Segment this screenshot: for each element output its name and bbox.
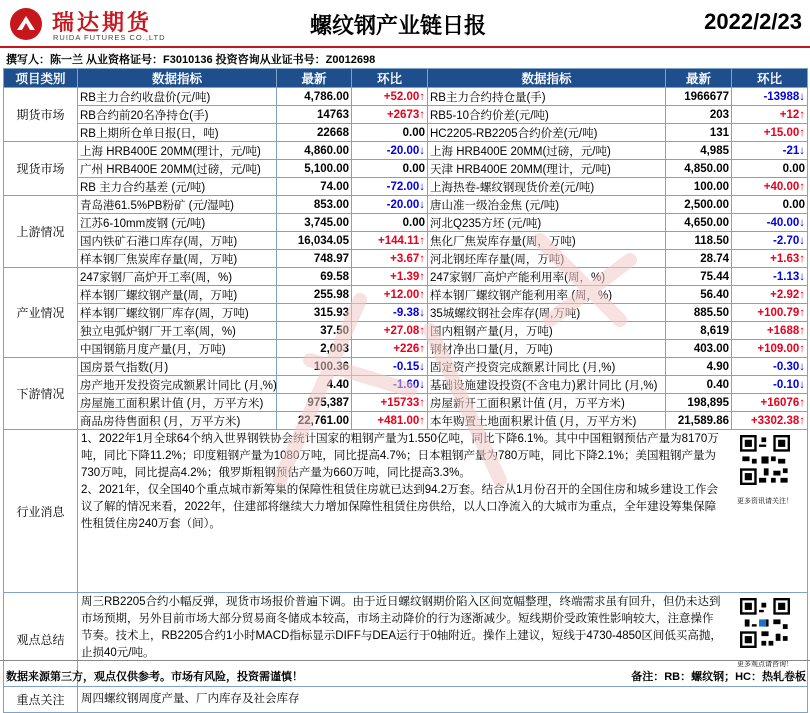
- change-value: +144.11↑: [352, 232, 428, 250]
- view-qr-block: [726, 598, 804, 673]
- category-cell: 期货市场: [4, 88, 78, 142]
- latest-value: 118.50: [666, 232, 732, 250]
- table-row: [4, 142, 808, 160]
- indicator-name: 国内粗钢产量(月，万吨): [428, 322, 666, 340]
- change-value: +27.08↑: [352, 322, 428, 340]
- indicator-name: 247家钢厂高炉开工率(周，%): [78, 268, 277, 286]
- indicator-name: 河北Q235方坯 (元/吨): [428, 214, 666, 232]
- table-row: [4, 232, 808, 250]
- latest-value: 75.44: [666, 268, 732, 286]
- table-row: [4, 358, 808, 376]
- change-value: 0.00: [352, 124, 428, 142]
- latest-value: 69.58: [277, 268, 352, 286]
- indicator-name: 房屋施工面积累计值 (月，万平方米): [78, 394, 277, 412]
- change-value: -20.00↓: [352, 196, 428, 214]
- indicator-name: 上海热卷-螺纹钢现货价差(元/吨): [428, 178, 666, 196]
- change-value: -9.38↓: [352, 304, 428, 322]
- indicator-name: RB主力合约持仓量(手): [428, 88, 666, 106]
- focus-row: [4, 687, 808, 713]
- change-value: -21↓: [732, 142, 808, 160]
- indicator-name: 样本钢厂焦炭库存量(周，万吨): [78, 250, 277, 268]
- table-row: [4, 340, 808, 358]
- latest-value: 74.00: [277, 178, 352, 196]
- indicator-name: 上海 HRB400E 20MM(过磅，元/吨): [428, 142, 666, 160]
- view-category: 观点总结: [4, 593, 78, 687]
- change-value: -0.10↓: [732, 376, 808, 394]
- latest-value: 22668: [277, 124, 352, 142]
- data-table-body: [4, 88, 808, 430]
- change-value: -13988↓: [732, 88, 808, 106]
- change-value: +15.00↑: [732, 124, 808, 142]
- change-value: +226↑: [352, 340, 428, 358]
- indicator-name: RB合约前20名净持仓(手): [78, 106, 277, 124]
- latest-value: 4,650.00: [666, 214, 732, 232]
- focus-text: 周四螺纹钢周度产量、厂内库存及社会库存: [78, 687, 808, 713]
- report-header: [0, 0, 810, 48]
- table-row: [4, 250, 808, 268]
- latest-value: 198,895: [666, 394, 732, 412]
- latest-value: 315.93: [277, 304, 352, 322]
- indicator-name: 基础设施建设投资(不含电力)累计同比 (月,%): [428, 376, 666, 394]
- news-row: [4, 430, 808, 593]
- latest-value: 748.97: [277, 250, 352, 268]
- latest-value: 4.40: [277, 376, 352, 394]
- change-value: -20.00↓: [352, 142, 428, 160]
- change-value: -72.00↓: [352, 178, 428, 196]
- change-value: 0.00: [732, 196, 808, 214]
- indicator-name: 青岛港61.5%PB粉矿 (元/湿吨): [78, 196, 277, 214]
- indicator-name: 天津 HRB400E 20MM(理计，元/吨): [428, 160, 666, 178]
- change-value: -2.70↓: [732, 232, 808, 250]
- latest-value: 403.00: [666, 340, 732, 358]
- indicator-name: RB 主力合约基差 (元/吨): [78, 178, 277, 196]
- table-row: [4, 106, 808, 124]
- latest-value: 100.36: [277, 358, 352, 376]
- report-title: 螺纹钢产业链日报: [310, 14, 487, 39]
- latest-value: 14763: [277, 106, 352, 124]
- change-value: -0.30↓: [732, 358, 808, 376]
- indicator-name: RB5-10合约价差(元/吨): [428, 106, 666, 124]
- category-cell: 现货市场: [4, 142, 78, 196]
- header-change-right: 环比: [732, 69, 808, 88]
- change-value: +16076↑: [732, 394, 808, 412]
- latest-value: 28.74: [666, 250, 732, 268]
- change-value: 0.00: [352, 160, 428, 178]
- view-text: 周三RB2205合约小幅反弹，现货市场报价普遍下调。由于近日螺纹钢期价陷入区间宽幅整理，终端需求虽有回升，但仍未达到市场预期，另外目前市场大部分贸易商冬储成本较高，市场主动降价的行为逐渐减少。短线期价受政策性影响较大，注意操作节奏。技术上，RB2205合约1小时MACD指标显示DIFF与DEA运行于0轴附近。操作上建议，短线于4730-4850区间低买高抛，止损40元/吨。: [81, 596, 722, 659]
- table-row: [4, 304, 808, 322]
- change-value: +2673↑: [352, 106, 428, 124]
- table-row: [4, 412, 808, 430]
- table-row: [4, 178, 808, 196]
- latest-value: 2,500.00: [666, 196, 732, 214]
- indicator-name: 房产地开发投资完成额累计同比 (月,%): [78, 376, 277, 394]
- table-row: [4, 196, 808, 214]
- latest-value: 853.00: [277, 196, 352, 214]
- change-value: +3302.38↑: [732, 412, 808, 430]
- change-value: +12↑: [732, 106, 808, 124]
- data-table: [3, 68, 808, 713]
- latest-value: 885.50: [666, 304, 732, 322]
- indicator-name: 房屋新开工面积累计值 (月，万平方米): [428, 394, 666, 412]
- focus-category: 重点关注: [4, 687, 78, 713]
- footer-divider: [0, 660, 810, 661]
- indicator-name: 国内铁矿石港口库存(周，万吨): [78, 232, 277, 250]
- logo-text: 瑞达期货: [52, 11, 153, 36]
- news-qr-block: [726, 435, 804, 510]
- latest-value: 5,100.00: [277, 160, 352, 178]
- indicator-name: 247家钢厂高炉产能利用率(周，%): [428, 268, 666, 286]
- indicator-name: 唐山准一级冶金焦 (元/吨): [428, 196, 666, 214]
- table-header-row: [4, 69, 808, 88]
- change-value: +3.67↑: [352, 250, 428, 268]
- latest-value: 4.90: [666, 358, 732, 376]
- header-latest-right: 最新: [666, 69, 732, 88]
- indicator-name: 样本钢厂螺纹钢厂库存(周，万吨): [78, 304, 277, 322]
- change-value: +100.79↑: [732, 304, 808, 322]
- change-value: -0.15↓: [352, 358, 428, 376]
- report-date: 2022/2/23: [704, 9, 802, 34]
- change-value: +40.00↑: [732, 178, 808, 196]
- latest-value: 56.40: [666, 286, 732, 304]
- footnote: 备注：RB：螺纹钢；HC：热轧卷板: [631, 671, 806, 683]
- change-value: +1.39↑: [352, 268, 428, 286]
- table-row: [4, 160, 808, 178]
- news-paragraph-2: 2、2021年，仅全国40个重点城市新筹集的保障性租赁住房就已达到94.2万套。结合从1月份召开的全国住房和城乡建设工作会议了解的情况来看，2022年，住建部将继续大力增加保障性租赁住房供给，以人口净流入的大城市为重点，全年建设筹集保障性租赁住房240万套（间）。: [81, 484, 719, 530]
- change-value: 0.00: [732, 160, 808, 178]
- latest-value: 255.98: [277, 286, 352, 304]
- latest-value: 203: [666, 106, 732, 124]
- indicator-name: 河北钢坯库存量(周，万吨): [428, 250, 666, 268]
- indicator-name: 样本钢厂螺纹钢产能利用率 (周，%): [428, 286, 666, 304]
- indicator-name: 固定资产投资完成额累计同比 (月,%): [428, 358, 666, 376]
- table-row: [4, 322, 808, 340]
- qr-caption: 更多观点请咨询！: [737, 661, 793, 668]
- category-cell: 产业情况: [4, 268, 78, 358]
- latest-value: 3,745.00: [277, 214, 352, 232]
- header-latest: 最新: [277, 69, 352, 88]
- logo-subtext: RUIDA FUTURES CO.,LTD: [53, 33, 166, 42]
- table-row: [4, 286, 808, 304]
- latest-value: 4,985: [666, 142, 732, 160]
- table-row: [4, 214, 808, 232]
- latest-value: 37.50: [277, 322, 352, 340]
- change-value: +15733↑: [352, 394, 428, 412]
- indicator-name: HC2205-RB2205合约价差(元/吨): [428, 124, 666, 142]
- latest-value: 0.40: [666, 376, 732, 394]
- latest-value: 4,850.00: [666, 160, 732, 178]
- news-cell: [78, 430, 808, 593]
- latest-value: 4,786.00: [277, 88, 352, 106]
- indicator-name: 中国钢筋月度产量(月，万吨): [78, 340, 277, 358]
- table-row: [4, 376, 808, 394]
- table-row: [4, 124, 808, 142]
- qr-code-icon: [740, 598, 790, 648]
- latest-value: 22,761.00: [277, 412, 352, 430]
- change-value: +1.63↑: [732, 250, 808, 268]
- header-category: 项目类别: [4, 69, 78, 88]
- qr-code-icon: [740, 435, 790, 485]
- latest-value: 16,034.05: [277, 232, 352, 250]
- latest-value: 131: [666, 124, 732, 142]
- news-category: 行业消息: [4, 430, 78, 593]
- latest-value: 8,619: [666, 322, 732, 340]
- qr-caption: 更多资讯请关注！: [737, 498, 793, 505]
- header-divider: [0, 46, 810, 48]
- change-value: +1688↑: [732, 322, 808, 340]
- change-value: +12.00↑: [352, 286, 428, 304]
- header-change: 环比: [352, 69, 428, 88]
- change-value: +52.00↑: [352, 88, 428, 106]
- change-value: +109.00↑: [732, 340, 808, 358]
- indicator-name: 焦化厂焦炭库存量(周，万吨): [428, 232, 666, 250]
- latest-value: 100.00: [666, 178, 732, 196]
- author-line: 撰写人：陈一兰 从业资格证号：F3010136 投资咨询从业证书号：Z0012698: [6, 54, 376, 66]
- indicator-name: 国房景气指数(月): [78, 358, 277, 376]
- change-value: 0.00: [352, 214, 428, 232]
- latest-value: 975,387: [277, 394, 352, 412]
- indicator-name: 样本钢厂螺纹钢产量(周，万吨): [78, 286, 277, 304]
- header-indicator: 数据指标: [78, 69, 277, 88]
- category-cell: 上游情况: [4, 196, 78, 268]
- disclaimer: 数据来源第三方，观点仅供参考。市场有风险，投资需谨慎！: [6, 671, 303, 683]
- indicator-name: 独立电弧炉钢厂开工率(周，%): [78, 322, 277, 340]
- category-cell: 下游情况: [4, 358, 78, 430]
- indicator-name: 上海 HRB400E 20MM(理计，元/吨): [78, 142, 277, 160]
- change-value: -40.00↓: [732, 214, 808, 232]
- indicator-name: RB上期所仓单日报(日，吨): [78, 124, 277, 142]
- indicator-name: 本年购置土地面积累计值 (月，万平方米): [428, 412, 666, 430]
- header-indicator-right: 数据指标: [428, 69, 666, 88]
- indicator-name: 商品房待售面积 (月，万平方米): [78, 412, 277, 430]
- indicator-name: 钢材净出口量(月，万吨): [428, 340, 666, 358]
- latest-value: 4,860.00: [277, 142, 352, 160]
- indicator-name: 35城螺纹钢社会库存(周,万吨): [428, 304, 666, 322]
- table-row: [4, 268, 808, 286]
- news-paragraph-1: 1、2022年1月全球64个纳入世界钢铁协会统计国家的粗钢产量为1.550亿吨，同比下降6.1%。其中中国粗钢预估产量为8170万吨，同比下降11.2%；印度粗钢产量为1080万吨，同比提高4.7%；日本粗钢产量为780万吨，同比下降2.1%；美国粗钢产量为730万吨，同比提高4.2%；俄罗斯粗钢预估产量为660万吨，同比提高3.3%。: [81, 433, 719, 479]
- table-row: [4, 88, 808, 106]
- change-value: +481.00↑: [352, 412, 428, 430]
- latest-value: 2,003: [277, 340, 352, 358]
- table-row: [4, 394, 808, 412]
- change-value: -1.60↓: [352, 376, 428, 394]
- change-value: -1.13↓: [732, 268, 808, 286]
- ruida-logo-icon: [6, 6, 46, 42]
- indicator-name: RB主力合约收盘价(元/吨): [78, 88, 277, 106]
- indicator-name: 广州 HRB400E 20MM(过磅，元/吨): [78, 160, 277, 178]
- change-value: +2.92↑: [732, 286, 808, 304]
- indicator-name: 江苏6-10mm废钢 (元/吨): [78, 214, 277, 232]
- latest-value: 21,589.86: [666, 412, 732, 430]
- latest-value: 1966677: [666, 88, 732, 106]
